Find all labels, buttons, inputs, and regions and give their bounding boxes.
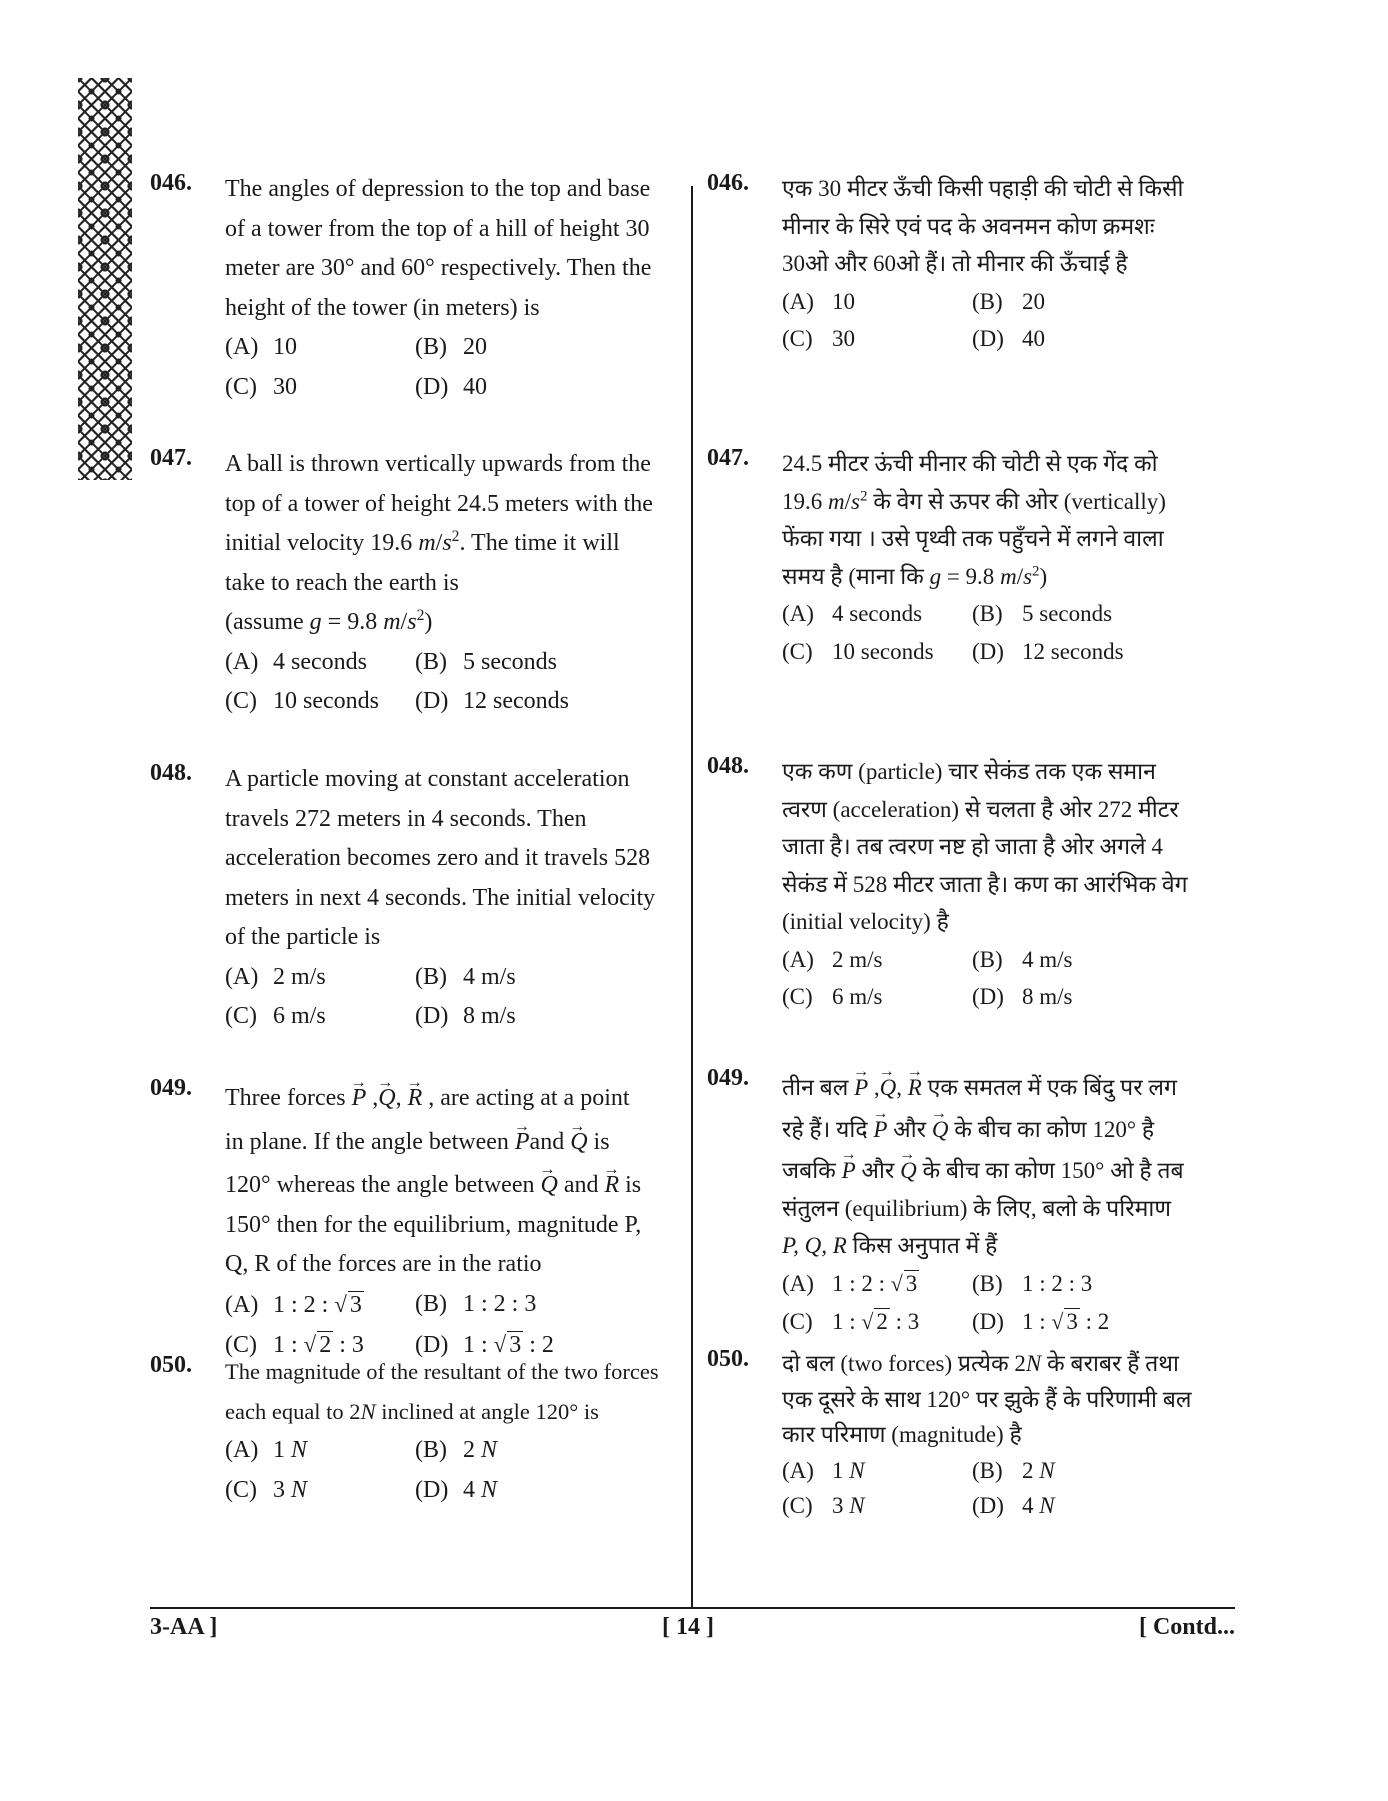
option-b: (B) 1 : 2 : 3 — [972, 1270, 1093, 1296]
option-d: (D) 4 N — [415, 1476, 498, 1503]
column-divider — [691, 186, 693, 1608]
options — [225, 328, 672, 407]
stem-line: meter are 30° and 60° respectively. Then the — [225, 255, 652, 281]
option-b: (B) 4 m/s — [415, 963, 516, 990]
option-b: (B) 20 — [415, 334, 487, 360]
vector-r: → R — [408, 1075, 423, 1119]
question-body — [225, 1075, 672, 1366]
option-d: (D) 1 : √ 3 : 2 — [972, 1309, 1110, 1334]
stem-line: of the particle is — [225, 924, 381, 950]
vector-q: → Q — [378, 1075, 395, 1119]
stem-line: समय है (माना कि g = 9.8 $m/s^2$) — [782, 562, 1048, 589]
vector-q: → Q — [570, 1119, 587, 1163]
option-c: (C) 30 — [782, 326, 855, 351]
option-b: (B) 5 seconds — [415, 648, 557, 675]
option-c: (C) 1 : √ 2 : 3 — [225, 1332, 364, 1358]
option-d: (D) 8 m/s — [415, 1003, 516, 1029]
stem-line: (initial velocity) है — [782, 909, 949, 934]
vector-p: → P — [873, 1107, 887, 1149]
option-b: (B) 2 N — [415, 1437, 498, 1463]
question-body — [782, 753, 1235, 1016]
stem-line: दो बल (two forces) प्रत्येक 2N के बराबर हैं तथा — [782, 1351, 1179, 1376]
option-d: (D) 4 N — [972, 1493, 1055, 1518]
stem-line: initial velocity 19.6 $m/s^2$. The time it will — [225, 528, 620, 556]
stem-line: (assume g = 9.8 $m/s^2$) — [225, 607, 433, 635]
stem-line: संतुलन (equilibrium) के लिए, बलो के परिमाण — [782, 1195, 1171, 1221]
options — [782, 595, 1235, 670]
question-number: 049. — [150, 1075, 192, 1101]
option-d: (D) 40 — [415, 373, 487, 400]
stem-line: in plane. If the angle between → Pand → Q is — [225, 1119, 672, 1163]
options — [782, 1453, 1235, 1524]
stem-line: The magnitude of the resultant of the two forces — [225, 1359, 659, 1384]
booklet-code: 3-AA ] — [150, 1614, 218, 1640]
vector-r: → R — [604, 1162, 619, 1206]
question-number: 050. — [150, 1352, 192, 1378]
question-number: 047. — [150, 445, 192, 471]
question-number: 046. — [150, 170, 192, 196]
stem-line: सेकंड में 528 मीटर जाता है। कण का आरंभिक वेग — [782, 871, 1188, 897]
stem-line: 150° then for the equilibrium, magnitude P, — [225, 1211, 642, 1238]
stem-line: एक दूसरे के साथ 120° पर झुके हैं के परिणामी बल — [782, 1386, 1192, 1412]
vector-q: → Q — [900, 1148, 917, 1190]
stem-line: Three forces → P ,→ Q, → R , are acting at a point — [225, 1075, 672, 1119]
vector-q: → Q — [540, 1162, 557, 1206]
stem-line: 24.5 मीटर ऊंची मीनार की चोटी से एक गेंद को — [782, 451, 1158, 476]
option-a: (A) 10 — [782, 288, 855, 314]
stem-line: travels 272 meters in 4 seconds. Then — [225, 805, 587, 832]
stem-line: height of the tower (in meters) is — [225, 294, 540, 321]
stem-line: A ball is thrown vertically upwards from the — [225, 451, 651, 477]
stem-line: 19.6 $m/s^2$ के वेग से ऊपर की ओर (vertically) — [782, 487, 1166, 514]
option-d: (D) 12 seconds — [415, 688, 569, 714]
question-body — [225, 170, 672, 407]
options — [225, 1431, 672, 1510]
vector-p: → P — [842, 1148, 856, 1190]
options — [782, 1265, 1235, 1342]
option-b: (B) 20 — [972, 288, 1045, 314]
options — [782, 941, 1235, 1016]
stem-line: जाता है। तब त्वरण नष्ट हो जाता है ओर अगले 4 — [782, 834, 1163, 859]
stem-line: रहे हैं। यदि → P और → Q के बीच का कोण 120° है — [782, 1107, 1235, 1149]
question-body — [225, 445, 672, 722]
stem-line: फेंका गया । उसे पृथ्वी तक पहुँचने में लगने वाला — [782, 526, 1164, 551]
option-c: (C) 1 : √ 2 : 3 — [782, 1309, 920, 1334]
question-body — [782, 1065, 1235, 1342]
option-d: (D) 40 — [972, 326, 1045, 351]
options — [225, 958, 672, 1037]
question-number: 048. — [707, 753, 749, 779]
question-number: 050. — [707, 1346, 749, 1372]
option-c: (C) 6 m/s — [782, 984, 883, 1009]
options — [782, 283, 1235, 358]
stem-line: each equal to 2N inclined at angle 120° is — [225, 1398, 599, 1424]
option-a: (A) 1 : 2 : √ 3 — [782, 1270, 918, 1296]
vector-p: → P — [515, 1119, 530, 1163]
stem-line: Q, R of the forces are in the ratio — [225, 1251, 542, 1277]
option-a: (A) 10 — [225, 334, 297, 360]
vector-q: → Q — [880, 1065, 897, 1107]
stem-line: acceleration becomes zero and it travels 528 — [225, 845, 651, 871]
decorative-border-pattern — [78, 78, 132, 480]
stem-line: कार परिमाण (magnitude) है — [782, 1422, 1022, 1447]
option-a: (A) 1 N — [225, 1437, 308, 1463]
stem-line: जबकि → P और → Q के बीच का कोण 150° ओ है तब — [782, 1148, 1235, 1190]
vector-p: → P — [352, 1075, 367, 1119]
stem-line: of a tower from the top of a hill of height 30 — [225, 215, 650, 242]
option-d: (D) 1 : √ 3 : 2 — [415, 1332, 554, 1358]
option-b: (B) 5 seconds — [972, 601, 1113, 626]
question-number: 047. — [707, 445, 749, 471]
question-number: 048. — [150, 760, 192, 786]
option-a: (A) 1 N — [782, 1457, 865, 1483]
stem-line: एक कण (particle) चार सेकंड तक एक समान — [782, 759, 1156, 784]
stem-line: तीन बल → P ,→ Q, → R एक समतल में एक बिंदु पर लग — [782, 1065, 1235, 1107]
question-body — [225, 760, 672, 1037]
option-d: (D) 8 m/s — [972, 984, 1073, 1009]
option-c: (C) 3 N — [225, 1476, 308, 1503]
question-body — [782, 445, 1235, 670]
continued-label: [ Contd... — [1138, 1614, 1235, 1640]
footer-rule — [150, 1607, 1235, 1609]
stem-line: एक 30 मीटर ऊँची किसी पहाड़ी की चोटी से किसी — [782, 176, 1184, 201]
vector-p: → P — [854, 1065, 868, 1107]
question-number: 049. — [707, 1065, 749, 1091]
option-a: (A) 4 seconds — [225, 648, 367, 675]
stem-line: P, Q, R किस अनुपात में हैं — [782, 1233, 998, 1258]
stem-line: त्वरण (acceleration) से चलता है ओर 272 मीटर — [782, 796, 1179, 822]
stem-line: मीनार के सिरे एवं पद के अवनमन कोण क्रमशः — [782, 213, 1155, 239]
option-d: (D) 12 seconds — [972, 638, 1124, 664]
page-number: [ 14 ] — [662, 1614, 714, 1640]
stem-line: meters in next 4 seconds. The initial velocity — [225, 884, 656, 911]
option-c: (C) 6 m/s — [225, 1003, 326, 1029]
option-b: (B) 4 m/s — [972, 946, 1073, 972]
option-a: (A) 4 seconds — [782, 601, 923, 626]
stem-line: 120° whereas the angle between → Q and → R is — [225, 1162, 672, 1206]
ornament-svg — [78, 78, 132, 480]
question-body — [225, 1352, 672, 1510]
stem-line: take to reach the earth is — [225, 569, 459, 596]
option-a: (A) 1 : 2 : √ 3 — [225, 1291, 362, 1318]
stem-line: A particle moving at constant acceleration — [225, 766, 630, 792]
stem-line: top of a tower of height 24.5 meters with the — [225, 490, 653, 517]
question-body — [782, 1346, 1235, 1524]
option-a: (A) 2 m/s — [225, 963, 326, 990]
stem-line: The angles of depression to the top and base — [225, 176, 651, 202]
option-c: (C) 10 seconds — [782, 638, 934, 664]
option-b: (B) 2 N — [972, 1457, 1055, 1483]
question-body — [782, 170, 1235, 358]
option-b: (B) 1 : 2 : 3 — [415, 1290, 537, 1317]
stem-line: 30ओ और 60ओ हैं। तो मीनार की ऊँचाई है — [782, 251, 1128, 276]
vector-r: → R — [908, 1065, 922, 1107]
options — [225, 643, 672, 722]
question-number: 046. — [707, 170, 749, 196]
option-a: (A) 2 m/s — [782, 946, 883, 972]
vector-q: → Q — [932, 1107, 949, 1149]
option-c: (C) 10 seconds — [225, 688, 379, 714]
option-c: (C) 3 N — [782, 1493, 865, 1518]
option-c: (C) 30 — [225, 373, 297, 400]
